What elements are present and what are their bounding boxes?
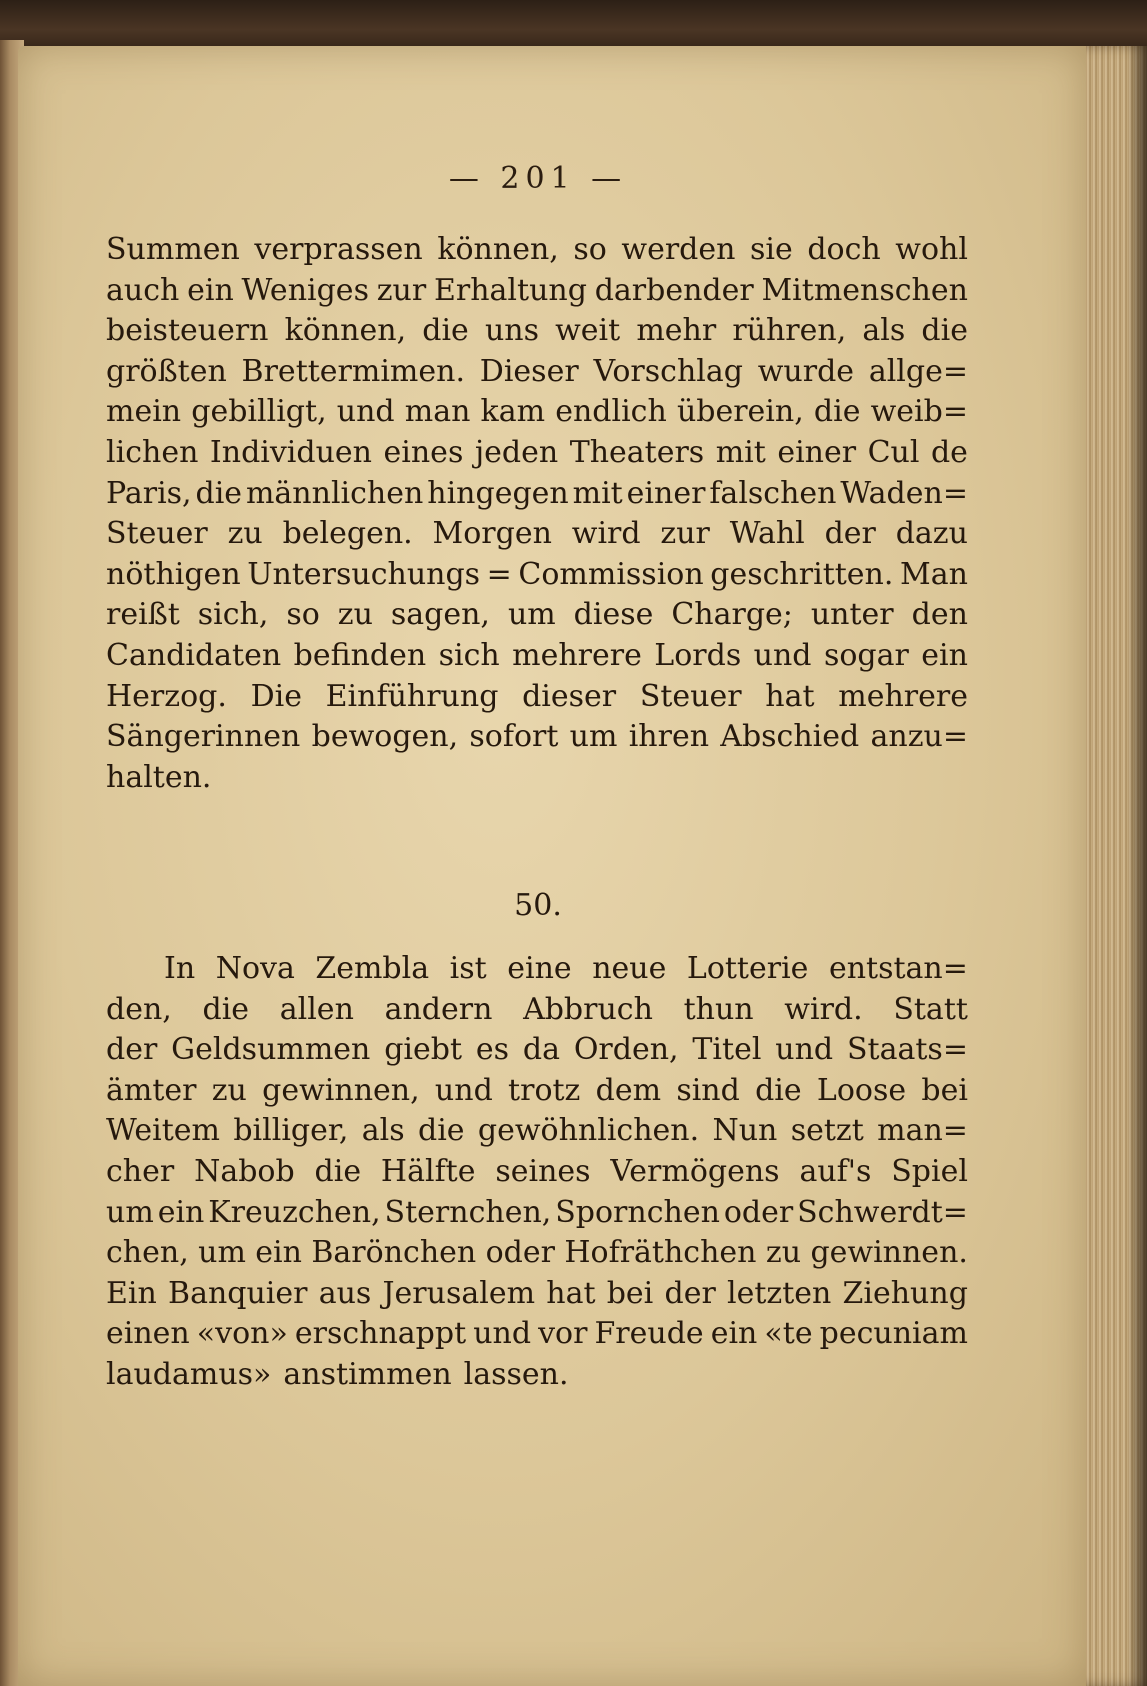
text-line: chen, um ein Barönchen oder Hofräthchen zu gewinnen.: [106, 1235, 968, 1271]
text-line: Candidaten befinden sich mehrere Lords und sogar ein: [106, 637, 968, 673]
text-line: mein gebilligt, und man kam endlich überein, die weib=: [106, 394, 968, 430]
paragraph-1: [106, 230, 968, 798]
text-line: Ein Banquier aus Jerusalem hat bei der letzten Ziehung: [106, 1275, 968, 1311]
text-line: nöthigen Untersuchungs = Commission geschritten. Man: [106, 556, 968, 592]
section-number: 50.: [514, 888, 562, 923]
page-header: — 201 —: [448, 161, 628, 196]
text-line: Herzog. Die Einführung dieser Steuer hat mehrere: [106, 678, 968, 714]
paragraph-2: [106, 949, 968, 1396]
text-line: In Nova Zembla ist eine neue Lotterie entstan=: [164, 951, 968, 986]
text-line: ämter zu gewinnen, und trotz dem sind die Loose bei: [106, 1072, 968, 1108]
text-line: auch ein Weniges zur Erhaltung darbender Mitmenschen: [106, 272, 968, 308]
text-line: reißt sich, so zu sagen, um diese Charge; unter den: [106, 597, 968, 633]
text-line: der Geldsummen giebt es da Orden, Titel und Staats=: [106, 1032, 968, 1068]
text-line: einen «von» erschnappt und vor Freude ein «te pecuniam: [106, 1316, 968, 1352]
text-line: Steuer zu belegen. Morgen wird zur Wahl der dazu: [106, 516, 968, 552]
text-line: beisteuern können, die uns weit mehr rühren, als die: [106, 313, 968, 349]
text-line: laudamus» anstimmen lassen.: [106, 1356, 569, 1392]
text-line: Weitem billiger, als die gewöhnlichen. Nun setzt man=: [106, 1113, 968, 1149]
text-line: cher Nabob die Hälfte seines Vermögens auf's Spiel: [106, 1153, 968, 1189]
text-line: Paris, die männlichen hingegen mit einer falschen Waden=: [106, 475, 968, 511]
book-page: [18, 46, 1086, 1686]
text-line: um ein Kreuzchen, Sternchen, Spornchen oder Schwerdt=: [106, 1194, 968, 1230]
text-line: größten Brettermimen. Dieser Vorschlag wurde allge=: [106, 353, 968, 389]
text-line: Sängerinnen bewogen, sofort um ihren Abschied anzu=: [106, 719, 968, 755]
text-line: halten.: [106, 759, 212, 795]
text-line: lichen Individuen eines jeden Theaters mit einer Cul de: [106, 434, 968, 470]
text-line: Summen verprassen können, so werden sie doch wohl: [106, 232, 968, 267]
text-line: den, die allen andern Abbruch thun wird. Statt: [106, 991, 968, 1027]
